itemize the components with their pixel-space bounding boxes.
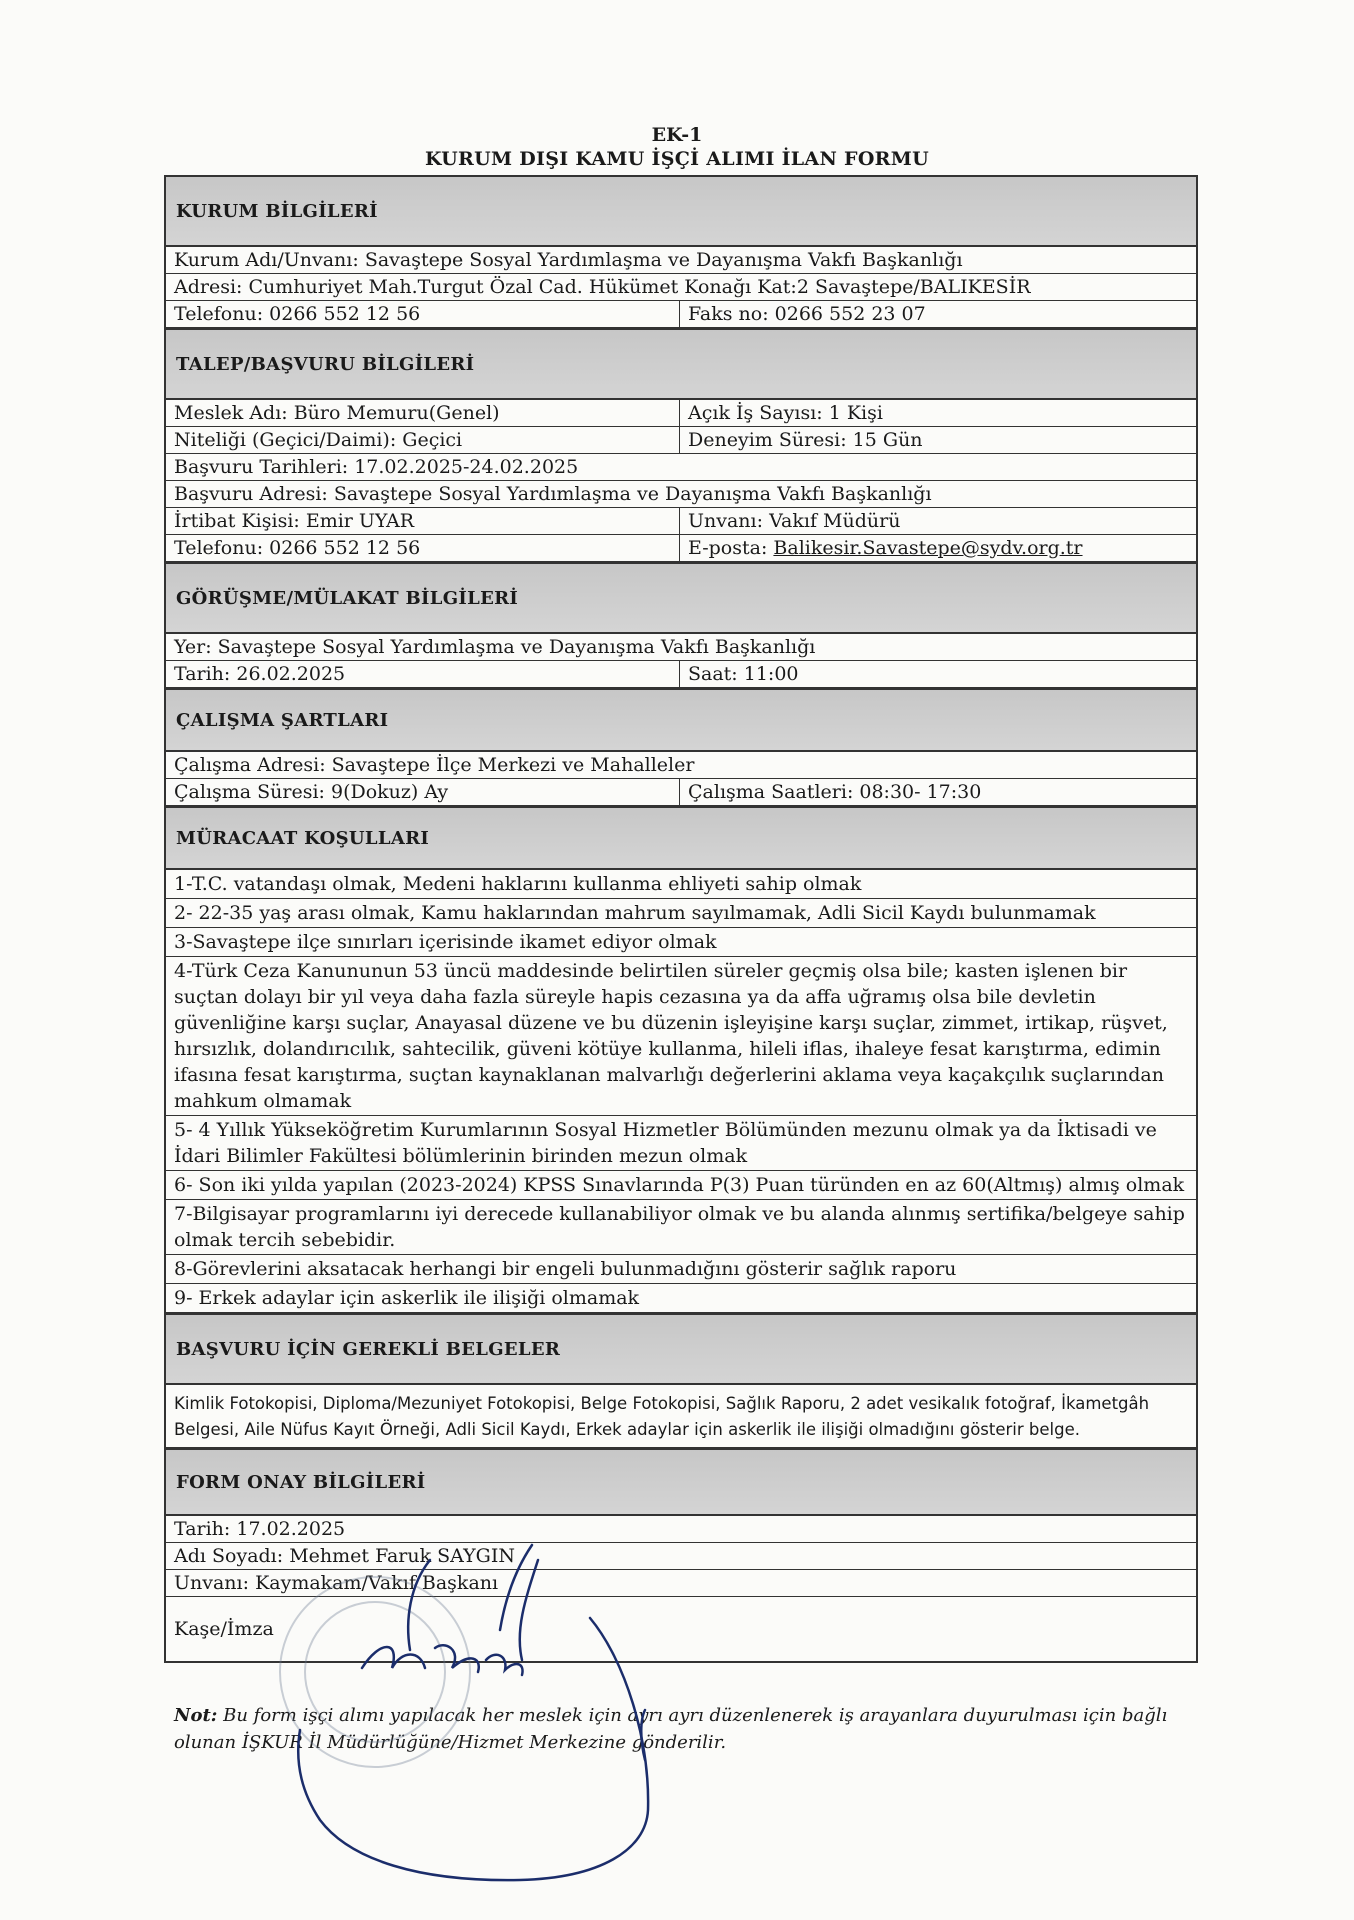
section-belgeler-heading: BAŞVURU İÇİN GEREKLİ BELGELER [166, 1313, 1196, 1385]
kurum-faks: Faks no: 0266 552 23 07 [688, 303, 926, 325]
talep-unvan: Unvanı: Vakıf Müdürü [688, 510, 901, 532]
onay-adsoyad: Adı Soyadı: Mehmet Faruk SAYGIN [166, 1543, 1196, 1570]
talep-telefon: Telefonu: 0266 552 12 56 [166, 535, 680, 561]
kurum-contact-row [166, 301, 1196, 328]
calisma-sure: Çalışma Süresi: 9(Dokuz) Ay [166, 779, 680, 805]
onay-kase-imza-row [166, 1597, 1196, 1661]
kurum-unvan: Kurum Adı/Unvanı: Savaştepe Sosyal Yardımlaşma ve Dayanışma Vakfı Başkanlığı [166, 247, 1196, 274]
talep-row-3 [166, 508, 1196, 535]
gorusme-row [166, 661, 1196, 688]
section-gorusme-heading: GÖRÜŞME/MÜLAKAT BİLGİLERİ [166, 562, 1196, 634]
gorusme-tarih: Tarih: 26.02.2025 [166, 661, 680, 687]
muracaat-item-6: 6- Son iki yılda yapılan (2023-2024) KPSS Sınavlarında P(3) Puan türünden en az 60(Altmış) almış olmak [166, 1171, 1196, 1200]
form-code: EK-1 [651, 124, 703, 146]
section-muracaat-heading: MÜRACAAT KOŞULLARI [166, 806, 1196, 870]
muracaat-item-7: 7-Bilgisayar programlarını iyi derecede kullanabiliyor olmak ve bu alanda alınmış sertifika/belgeye sahip olmak tercih sebebidir. [166, 1200, 1196, 1255]
calisma-adres: Çalışma Adresi: Savaştepe İlçe Merkezi ve Mahalleler [166, 752, 1196, 779]
talep-row-4 [166, 535, 1196, 562]
muracaat-item-5: 5- 4 Yıllık Yükseköğretim Kurumlarının Sosyal Hizmetler Bölümünden mezunu olmak ya da İktisadi ve İdari Bilimler Fakültesi bölümlerinin birinden mezun olmak [166, 1116, 1196, 1171]
talep-tarihler: Başvuru Tarihleri: 17.02.2025-24.02.2025 [166, 454, 1196, 481]
muracaat-item-9: 9- Erkek adaylar için askerlik ile ilişiği olmamak [166, 1284, 1196, 1313]
kurum-adres: Adresi: Cumhuriyet Mah.Turgut Özal Cad. Hükümet Konağı Kat:2 Savaştepe/BALIKESİR [166, 274, 1196, 301]
calisma-row [166, 779, 1196, 806]
onay-tarih: Tarih: 17.02.2025 [166, 1516, 1196, 1543]
talep-adres: Başvuru Adresi: Savaştepe Sosyal Yardımlaşma ve Dayanışma Vakfı Başkanlığı [166, 481, 1196, 508]
onay-unvan: Unvanı: Kaymakam/Vakıf Başkanı [166, 1570, 1196, 1597]
muracaat-item-1: 1-T.C. vatandaşı olmak, Medeni haklarını kullanma ehliyeti sahip olmak [166, 870, 1196, 899]
form-title: KURUM DIŞI KAMU İŞÇİ ALIMI İLAN FORMU [425, 148, 929, 170]
note-label: Not: [174, 1705, 218, 1726]
footer-note [174, 1702, 1214, 1756]
talep-deneyim: Deneyim Süresi: 15 Gün [688, 429, 923, 451]
section-onay-heading: FORM ONAY BİLGİLERİ [166, 1448, 1196, 1516]
note-text: Bu form işçi alımı yapılacak her meslek için ayrı ayrı düzenlenerek iş arayanlara duyurulması için bağlı olunan İŞKUR İl Müdürlüğüne/Hizmet Merkezine gönderilir. [174, 1705, 1168, 1753]
announcement-form [164, 175, 1198, 1663]
section-calisma-heading: ÇALIŞMA ŞARTLARI [166, 688, 1196, 752]
talep-meslek: Meslek Adı: Büro Memuru(Genel) [166, 400, 680, 426]
email-link[interactable]: Balikesir.Savastepe@sydv.org.tr [773, 537, 1083, 559]
onay-kase-label: Kaşe/İmza [174, 1618, 274, 1640]
talep-irtibat: İrtibat Kişisi: Emir UYAR [166, 508, 680, 534]
belgeler-text: Kimlik Fotokopisi, Diploma/Mezuniyet Fotokopisi, Belge Fotokopisi, Sağlık Raporu, 2 adet vesikalık fotoğraf, İkametgâh Belgesi, Aile Nüfus Kayıt Örneği, Adli Sicil Kaydı, Erkek adaylar için askerlik ile ilişiği olmadığını gösterir belge. [166, 1385, 1196, 1448]
talep-row-2 [166, 427, 1196, 454]
muracaat-item-4: 4-Türk Ceza Kanununun 53 üncü maddesinde belirtilen süreler geçmiş olsa bile; kasten işlenen bir suçtan dolayı bir yıl veya daha fazla süreyle hapis cezasına ya da affa uğramış olsa bile devletin güvenliğine karşı suçlar, Anayasal düzene ve bu düzenin işleyişine karşı suçlar, zimmet, irtikap, rüşvet, hırsızlık, dolandırıcılık, sahtecilik, güveni kötüye kullanma, hileli iflas, ihaleye fesat karıştırma, edimin ifasına fesat karıştırma, suçtan kaynaklanan malvarlığı değerlerini aklama veya kaçakçılık suçlarından mahkum olmamak [166, 957, 1196, 1116]
kurum-telefon: Telefonu: 0266 552 12 56 [166, 301, 680, 327]
muracaat-item-8: 8-Görevlerini aksatacak herhangi bir engeli bulunmadığını gösterir sağlık raporu [166, 1255, 1196, 1284]
talep-row-1 [166, 400, 1196, 427]
muracaat-item-2: 2- 22-35 yaş arası olmak, Kamu haklarından mahrum sayılmamak, Adli Sicil Kaydı bulunmamak [166, 899, 1196, 928]
section-kurum-heading: KURUM BİLGİLERİ [166, 175, 1196, 247]
talep-eposta-cell [680, 535, 1196, 561]
calisma-saatler: Çalışma Saatleri: 08:30- 17:30 [688, 781, 982, 803]
muracaat-item-3: 3-Savaştepe ilçe sınırları içerisinde ikamet ediyor olmak [166, 928, 1196, 957]
talep-nitelik: Niteliği (Geçici/Daimi): Geçici [166, 427, 680, 453]
section-talep-heading: TALEP/BAŞVURU BİLGİLERİ [166, 328, 1196, 400]
talep-eposta-label: E-posta: [688, 537, 774, 559]
gorusme-yer: Yer: Savaştepe Sosyal Yardımlaşma ve Dayanışma Vakfı Başkanlığı [166, 634, 1196, 661]
talep-acik-is: Açık İş Sayısı: 1 Kişi [688, 402, 883, 424]
gorusme-saat: Saat: 11:00 [688, 663, 799, 685]
